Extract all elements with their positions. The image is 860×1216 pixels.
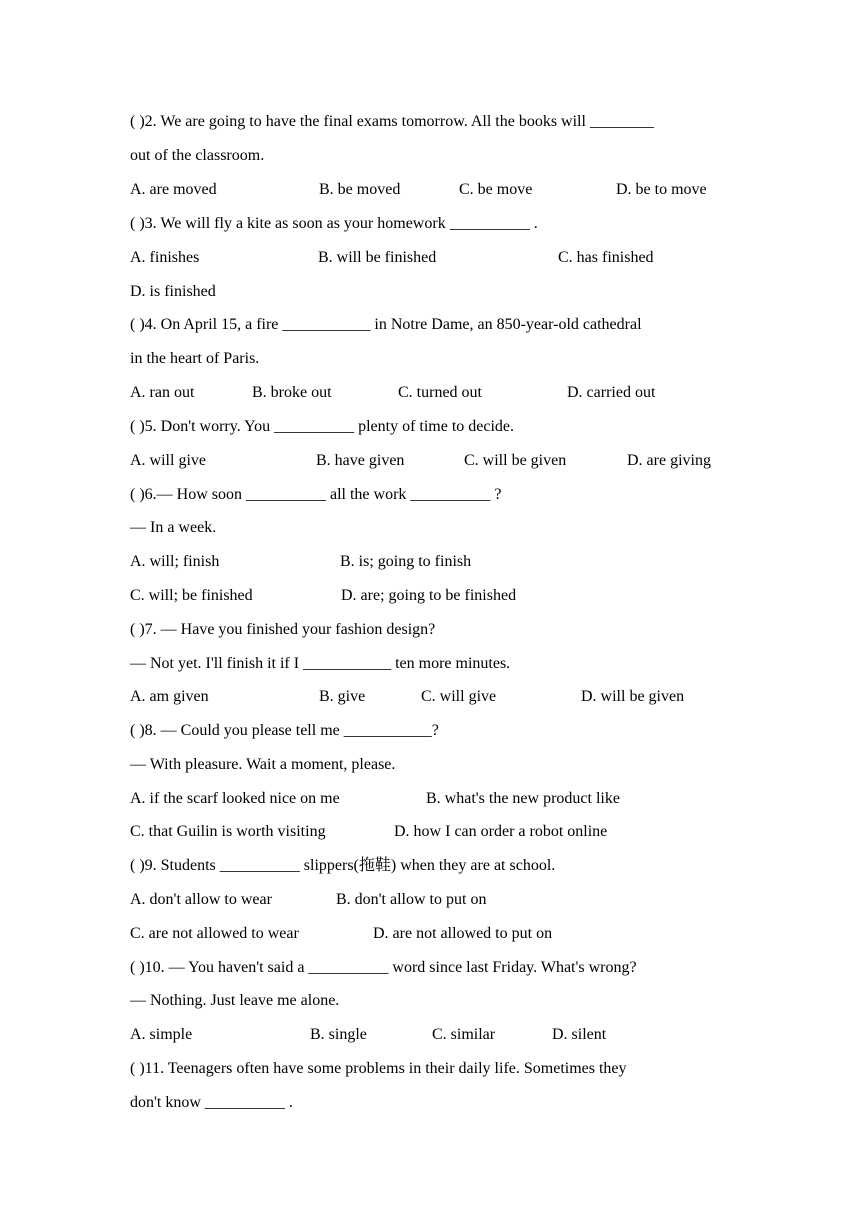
question-8-option-a: A. if the scarf looked nice on me xyxy=(130,790,340,807)
question-2-option-a: A. are moved xyxy=(130,181,217,198)
question-6-reply: — In a week. xyxy=(130,519,217,536)
question-10-option-c: C. similar xyxy=(432,1026,496,1043)
question-4-option-a: A. ran out xyxy=(130,384,195,401)
question-5-option-c: C. will be given xyxy=(464,452,567,469)
question-9-option-d: D. are not allowed to put on xyxy=(373,925,553,942)
question-10-stem: ( )10. — You haven't said a __________ word since last Friday. What's wrong? xyxy=(130,959,637,976)
question-6-option-d: D. are; going to be finished xyxy=(341,587,517,604)
question-6-option-a: A. will; finish xyxy=(130,553,220,570)
question-4-option-d: D. carried out xyxy=(567,384,656,401)
question-3-option-b: B. will be finished xyxy=(318,249,437,266)
question-3-stem: ( )3. We will fly a kite as soon as your homework __________ . xyxy=(130,215,538,232)
question-9-option-c: C. are not allowed to wear xyxy=(130,925,299,942)
question-2-stem: ( )2. We are going to have the final exams tomorrow. All the books will ________ xyxy=(130,113,654,130)
question-10-option-d: D. silent xyxy=(552,1026,607,1043)
question-4-option-c: C. turned out xyxy=(398,384,482,401)
question-2-option-d: D. be to move xyxy=(616,181,707,198)
question-2-option-c: C. be move xyxy=(459,181,533,198)
question-2-stem-continued: out of the classroom. xyxy=(130,147,265,164)
question-6-option-c: C. will; be finished xyxy=(130,587,253,604)
question-2-option-b: B. be moved xyxy=(319,181,401,198)
question-5-stem: ( )5. Don't worry. You __________ plenty of time to decide. xyxy=(130,418,515,435)
question-7-option-b: B. give xyxy=(319,688,366,705)
question-4-stem-continued: in the heart of Paris. xyxy=(130,350,260,367)
question-6-option-b: B. is; going to finish xyxy=(340,553,472,570)
question-8-stem: ( )8. — Could you please tell me ___________? xyxy=(130,722,439,739)
question-4-option-b: B. broke out xyxy=(252,384,332,401)
question-9-option-a: A. don't allow to wear xyxy=(130,891,272,908)
question-7-option-a: A. am given xyxy=(130,688,209,705)
question-5-option-d: D. are giving xyxy=(627,452,711,469)
question-10-option-a: A. simple xyxy=(130,1026,193,1043)
question-7-stem: ( )7. — Have you finished your fashion design? xyxy=(130,621,436,638)
question-8-option-d: D. how I can order a robot online xyxy=(394,823,608,840)
question-7-option-d: D. will be given xyxy=(581,688,685,705)
question-6-stem: ( )6.— How soon __________ all the work __________ ? xyxy=(130,486,502,503)
question-10-option-b: B. single xyxy=(310,1026,367,1043)
question-4-stem: ( )4. On April 15, a fire ___________ in Notre Dame, an 850-year-old cathedral xyxy=(130,316,642,333)
question-10-reply: — Nothing. Just leave me alone. xyxy=(130,992,340,1009)
question-9-option-b: B. don't allow to put on xyxy=(336,891,487,908)
question-7-option-c: C. will give xyxy=(421,688,497,705)
question-3-option-c: C. has finished xyxy=(558,249,654,266)
question-8-option-b: B. what's the new product like xyxy=(426,790,620,807)
question-9-stem: ( )9. Students __________ slippers(拖鞋) when they are at school. xyxy=(130,857,556,874)
question-3-option-a: A. finishes xyxy=(130,249,200,266)
question-5-option-b: B. have given xyxy=(316,452,405,469)
question-7-reply: — Not yet. I'll finish it if I ___________ ten more minutes. xyxy=(130,655,511,672)
question-3-option-d: D. is finished xyxy=(130,283,216,300)
question-11-stem-continued: don't know __________ . xyxy=(130,1094,293,1111)
question-11-stem: ( )11. Teenagers often have some problems in their daily life. Sometimes they xyxy=(130,1060,627,1077)
question-8-option-c: C. that Guilin is worth visiting xyxy=(130,823,326,840)
question-8-reply: — With pleasure. Wait a moment, please. xyxy=(130,756,396,773)
question-5-option-a: A. will give xyxy=(130,452,206,469)
